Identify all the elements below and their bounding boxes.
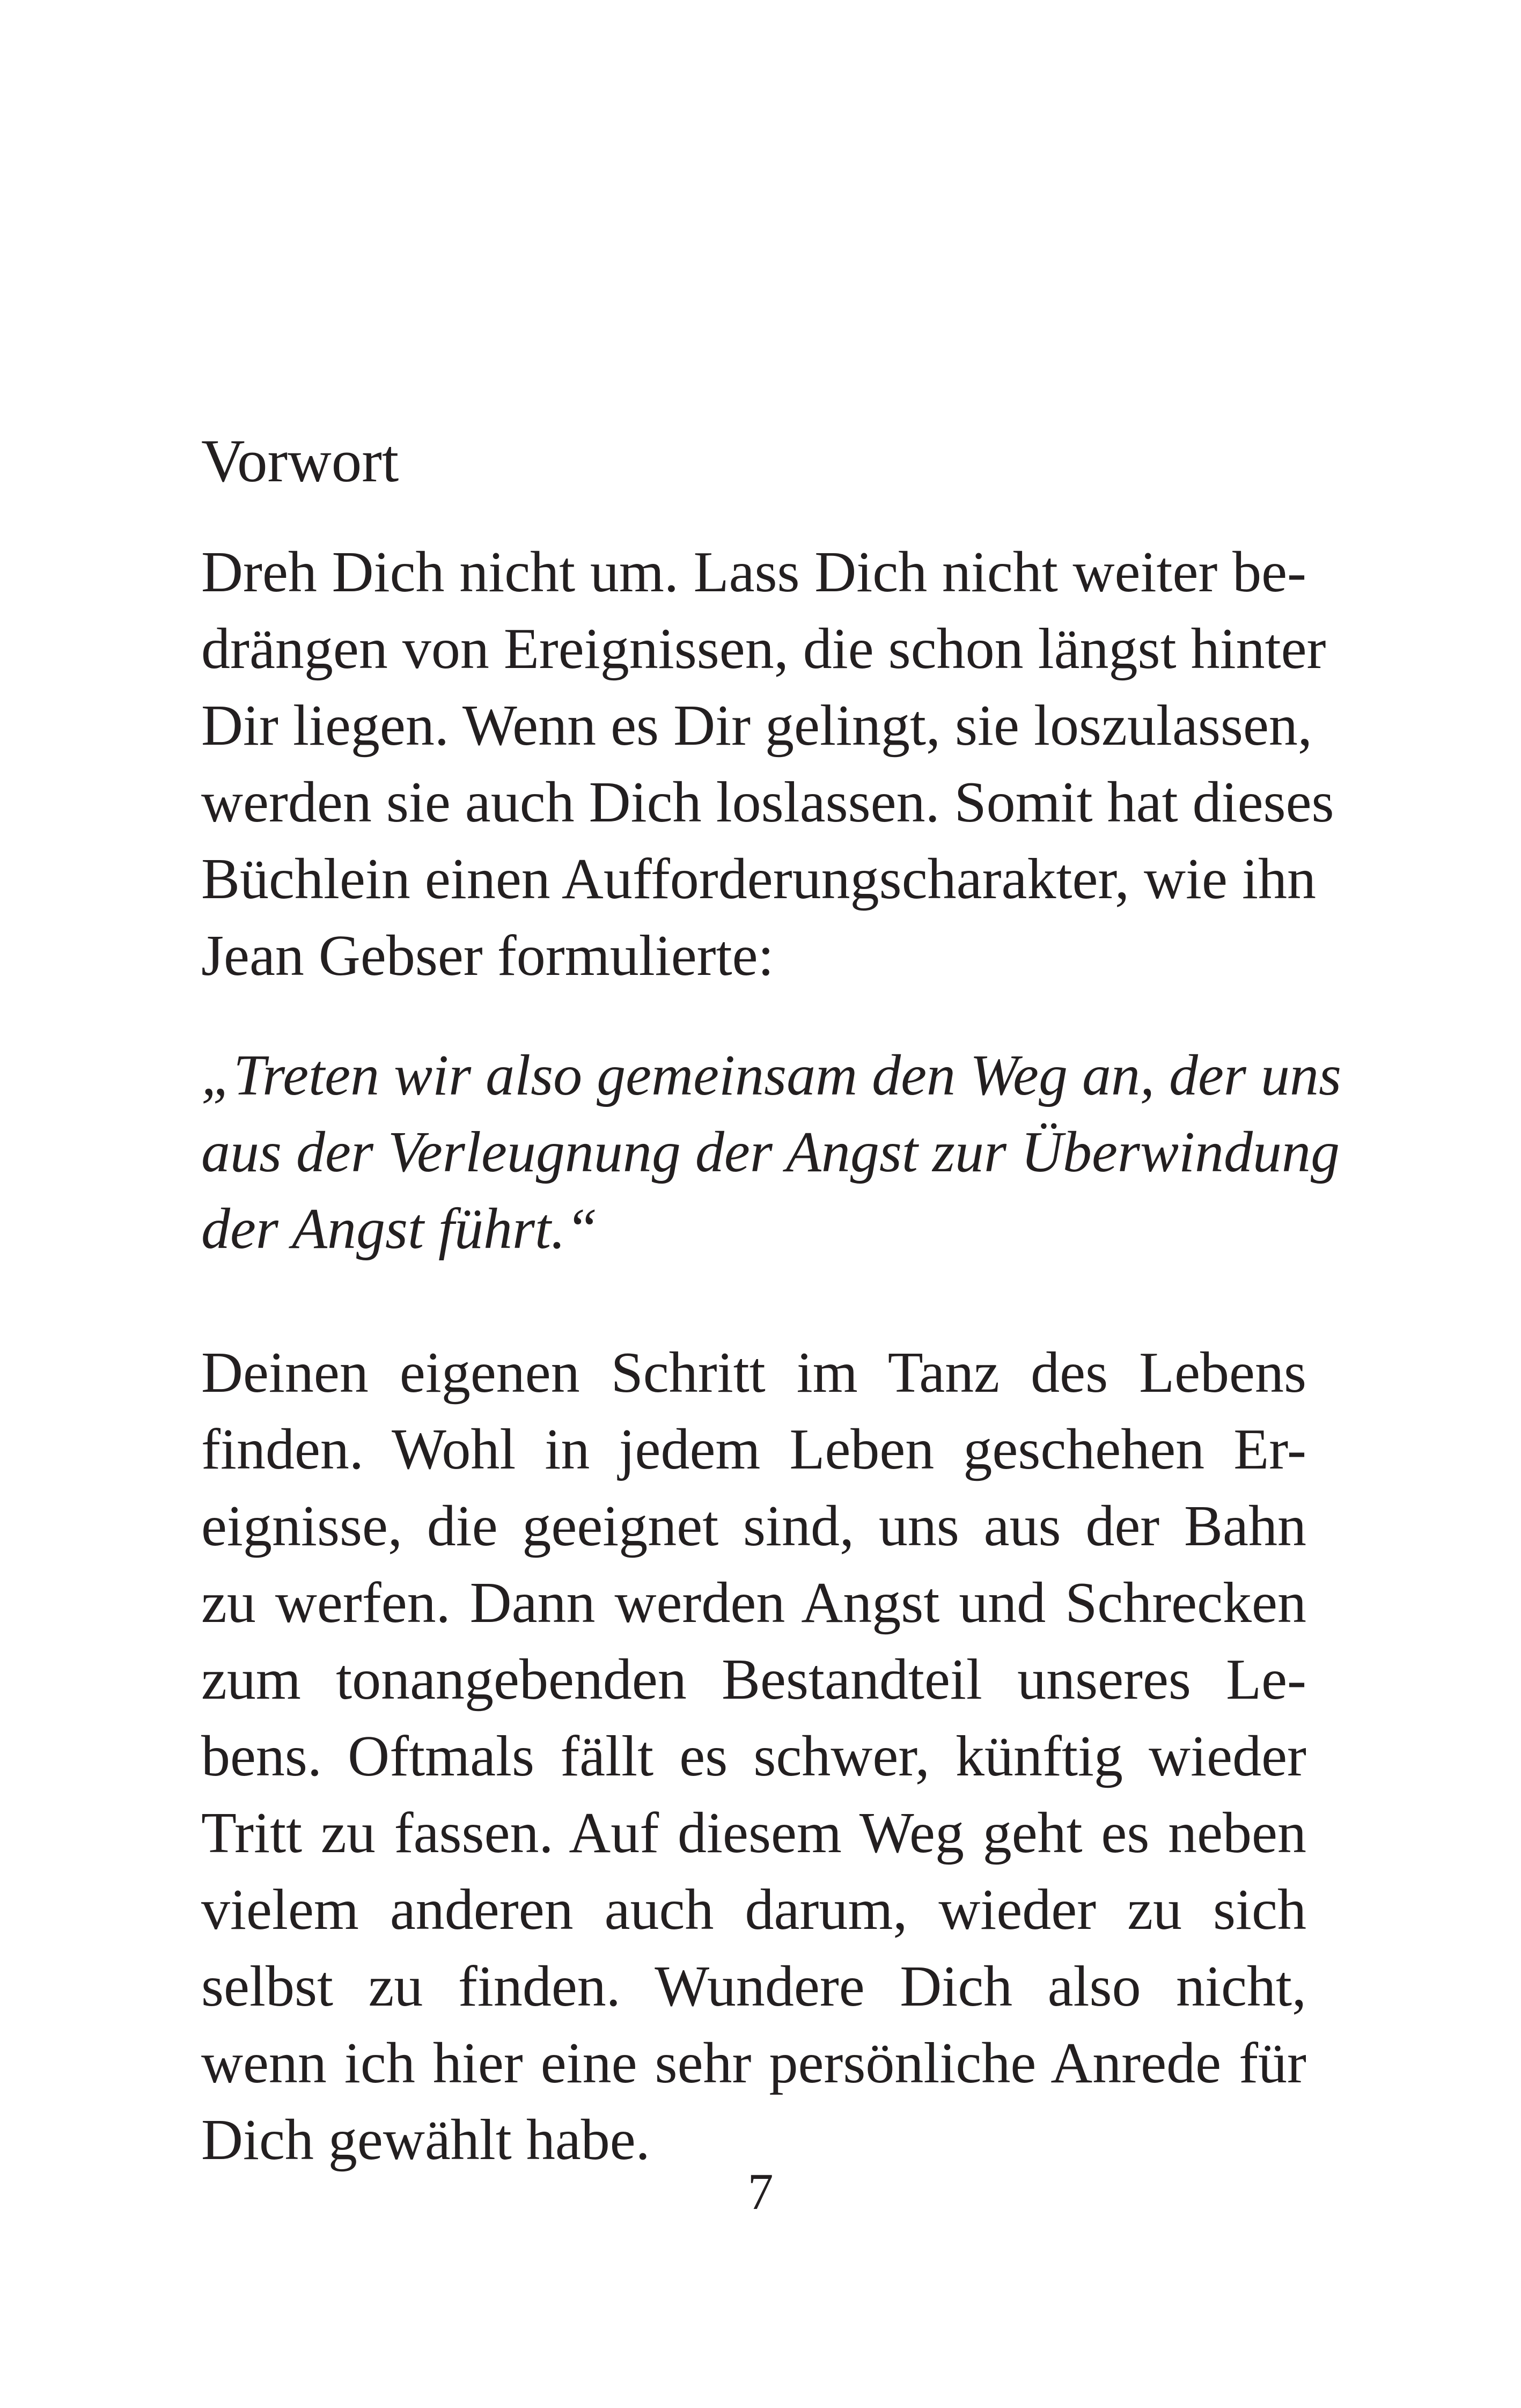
paragraph-main	[201, 1334, 1306, 2178]
text-line: zu werfen. Dann werden Angst und Schrecken	[201, 1571, 1306, 1635]
text-line: Dreh Dich nicht um. Lass Dich nicht weiter be-	[201, 540, 1306, 604]
text-line: selbst zu finden. Wundere Dich also nicht,	[201, 1955, 1306, 2018]
page-number: 7	[747, 2163, 774, 2220]
text-line: finden. Wohl in jedem Leben geschehen Er-	[201, 1418, 1306, 1481]
paragraph-intro	[201, 534, 1334, 994]
text-line: Tritt zu fassen. Auf diesem Weg geht es neben	[201, 1801, 1306, 1865]
text-line: Dir liegen. Wenn es Dir gelingt, sie loszulassen,	[201, 694, 1312, 758]
page-title: Vorwort	[201, 428, 399, 495]
quote-line: aus der Verleugnung der Angst zur Überwindung	[201, 1120, 1340, 1184]
quotation	[201, 1037, 1341, 1267]
text-line: bens. Oftmals fällt es schwer, künftig wieder	[201, 1724, 1306, 1788]
quote-line: „Treten wir also gemeinsam den Weg an, der uns	[201, 1044, 1341, 1107]
quote-line: der Angst führt.“	[201, 1197, 598, 1261]
text-line: Deinen eigenen Schritt im Tanz des Lebens	[201, 1341, 1306, 1405]
text-line: eignisse, die geeignet sind, uns aus der Bahn	[201, 1494, 1306, 1558]
text-line: vielem anderen auch darum, wieder zu sich	[201, 1878, 1306, 1942]
text-line: drängen von Ereignissen, die schon längst hinter	[201, 617, 1326, 681]
text-line: Büchlein einen Aufforderungscharakter, wie ihn	[201, 847, 1316, 911]
text-line: Dich gewählt habe.	[201, 2108, 650, 2172]
text-line: zum tonangebenden Bestandteil unseres Le-	[201, 1648, 1306, 1712]
text-line: Jean Gebser formulierte:	[201, 924, 774, 988]
text-line: werden sie auch Dich loslassen. Somit hat dieses	[201, 770, 1334, 834]
text-line: wenn ich hier eine sehr persönliche Anrede für	[201, 2031, 1306, 2095]
